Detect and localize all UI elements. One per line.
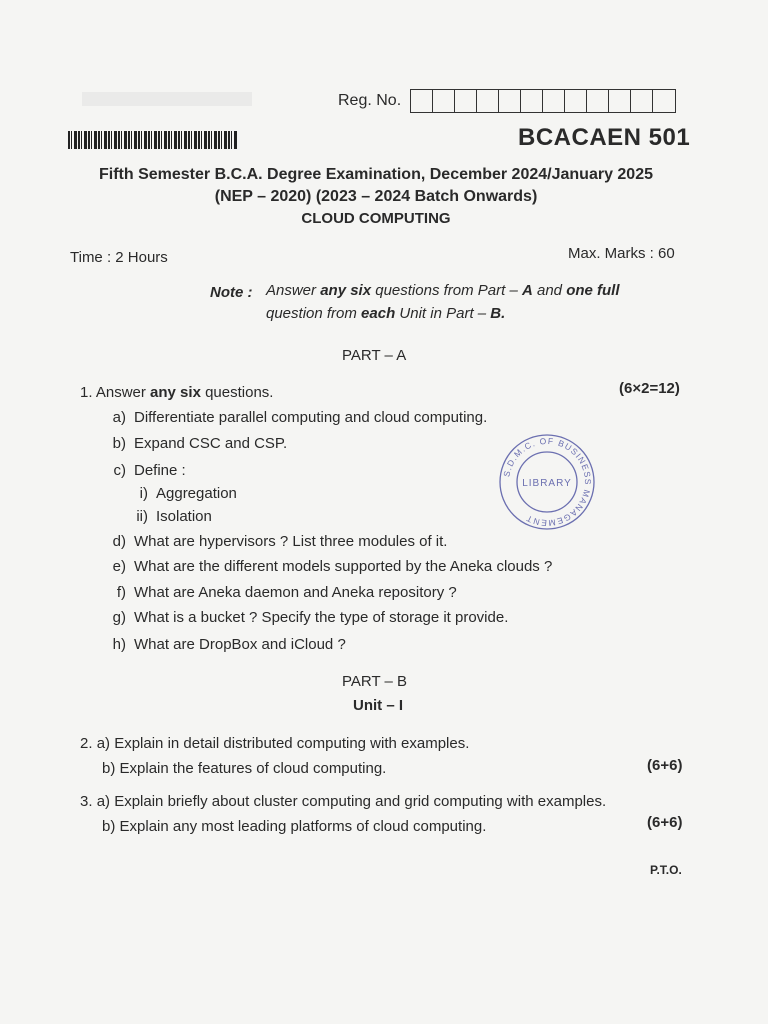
question-1h: h) What are DropBox and iCloud ? (112, 636, 346, 653)
question-1e: e) What are the different models supported by the Aneka clouds ? (112, 558, 553, 575)
reg-no-label: Reg. No. (338, 92, 402, 109)
part-b-heading: PART – B (342, 673, 408, 690)
question-1: 1. Answer any six questions. (80, 384, 274, 401)
exam-title: Fifth Semester B.C.A. Degree Examination, December 2024/January 2025 (98, 166, 653, 183)
question-1g: g) What is a bucket ? Specify the type of storage it provide. (112, 609, 509, 626)
reg-no-digit-box[interactable] (653, 90, 675, 112)
reg-no-digit-box[interactable] (565, 90, 587, 112)
part-a-heading: PART – A (342, 347, 407, 364)
reg-no-digit-box[interactable] (609, 90, 631, 112)
reg-no-digit-box[interactable] (455, 90, 477, 112)
reg-no-digit-box[interactable] (411, 90, 433, 112)
paper-code: BCACAEN 501 (518, 124, 691, 151)
note-line-1: Answer any six questions from Part – A and one full (266, 282, 620, 299)
max-marks: Max. Marks : 60 (568, 245, 675, 262)
reg-no-digit-box[interactable] (543, 90, 565, 112)
question-1c-i: i) Aggregation (139, 485, 237, 502)
question-3a: 3. a) Explain briefly about cluster computing and grid computing with examples. (80, 793, 607, 810)
reg-no-digit-box[interactable] (477, 90, 499, 112)
unit-1-heading: Unit – I (353, 697, 404, 714)
question-2b: b) Explain the features of cloud computing. (102, 760, 387, 777)
question-1d: d) What are hypervisors ? List three modules of it. (112, 533, 448, 550)
note-label: Note : (210, 284, 253, 301)
question-1c: c) Define : (113, 462, 186, 479)
reg-no-boxes[interactable] (410, 89, 676, 113)
question-1b: b) Expand CSC and CSP. (112, 435, 288, 452)
subject-title: CLOUD COMPUTING (301, 210, 451, 227)
reg-no-digit-box[interactable] (587, 90, 609, 112)
exam-scheme: (NEP – 2020) (2023 – 2024 Batch Onwards) (214, 188, 538, 205)
bleed-through-mark (82, 92, 252, 106)
reg-no-digit-box[interactable] (631, 90, 653, 112)
library-stamp (494, 432, 600, 532)
stamp-inner-text: LIBRARY (522, 478, 572, 489)
question-2a: 2. a) Explain in detail distributed computing with examples. (80, 735, 470, 752)
question-3-marks: (6+6) (647, 814, 683, 831)
question-1c-ii: ii) Isolation (136, 508, 212, 525)
question-1f: f) What are Aneka daemon and Aneka repository ? (116, 584, 457, 601)
reg-no-digit-box[interactable] (499, 90, 521, 112)
question-2-marks: (6+6) (647, 757, 683, 774)
exam-duration: Time : 2 Hours (70, 249, 168, 266)
question-3b: b) Explain any most leading platforms of cloud computing. (102, 818, 487, 835)
barcode (68, 131, 238, 149)
pto-label: P.T.O. (650, 863, 682, 877)
reg-no-digit-box[interactable] (433, 90, 455, 112)
reg-no-digit-box[interactable] (521, 90, 543, 112)
question-1a: a) Differentiate parallel computing and cloud computing. (112, 409, 488, 426)
note-line-2: question from each Unit in Part – B. (266, 305, 506, 322)
stamp-outer-text: S.D.M.C. OF BUSINESS MANAGEMENT (501, 435, 594, 529)
question-1-marks: (6×2=12) (619, 380, 680, 397)
